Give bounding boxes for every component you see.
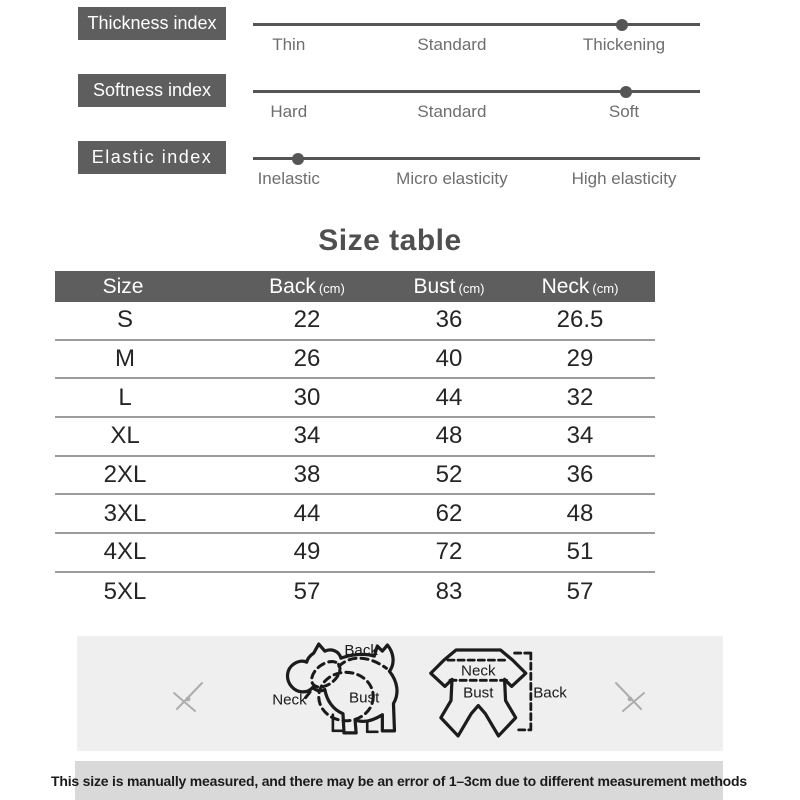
cell-size: 2XL — [103, 461, 147, 489]
table-row — [55, 379, 655, 418]
cell-back: 30 — [293, 383, 321, 411]
dog-back-label: Back — [344, 642, 378, 660]
cell-back: 38 — [293, 461, 321, 489]
header-label: Neck — [541, 274, 590, 298]
cell-size: 5XL — [103, 578, 147, 606]
cell-size: L — [118, 383, 132, 411]
tick-label: Standard — [417, 35, 487, 54]
measurement-illustration-box — [77, 636, 723, 751]
garment-measurement-diagram — [425, 647, 573, 743]
cell-back: 26 — [293, 345, 321, 373]
size-table-title: Size table — [318, 224, 462, 257]
cell-neck: 57 — [566, 578, 594, 606]
cell-neck: 26.5 — [556, 306, 604, 334]
softness-index-track — [253, 90, 700, 93]
elastic-index-row — [0, 141, 800, 203]
dog-back-dash — [339, 658, 386, 668]
tick-label: Inelastic — [257, 169, 320, 188]
cell-neck: 51 — [566, 538, 594, 566]
cell-back: 57 — [293, 578, 321, 606]
cell-bust: 44 — [435, 383, 463, 411]
size-table-header-row — [55, 271, 655, 302]
elastic-index-track — [253, 157, 700, 160]
tick-label: High elasticity — [571, 169, 677, 188]
softness-index-label: Softness index — [78, 74, 226, 107]
cell-neck: 36 — [566, 461, 594, 489]
thickness-index-label: Thickness index — [78, 7, 226, 40]
tick-label: Soft — [608, 102, 640, 121]
header-unit: (cm) — [592, 280, 619, 296]
cell-bust: 62 — [435, 499, 463, 527]
garment-neck-label: Neck — [461, 662, 496, 680]
elastic-index-ticks — [253, 167, 700, 191]
dog-neck-label: Neck — [272, 691, 307, 709]
cell-size: 4XL — [103, 538, 147, 566]
tick-label: Hard — [270, 102, 308, 121]
cell-back: 22 — [293, 306, 321, 334]
carousel-prev-icon[interactable] — [170, 678, 208, 716]
garment-back-label: Back — [533, 684, 567, 702]
table-row — [55, 341, 655, 380]
cell-neck: 34 — [566, 422, 594, 450]
header-cell-neck — [505, 275, 655, 299]
header-label: Size — [102, 274, 144, 298]
header-label: Back — [269, 274, 316, 298]
header-cell-bust — [379, 275, 505, 299]
cell-size: S — [116, 306, 133, 334]
table-row — [55, 418, 655, 457]
header-label: Bust — [413, 274, 456, 298]
cell-bust: 72 — [435, 538, 463, 566]
dog-bust-label: Bust — [349, 689, 380, 707]
table-row — [55, 457, 655, 496]
header-cell-size — [55, 275, 211, 299]
thickness-index-ticks — [253, 33, 700, 57]
cell-bust: 48 — [435, 422, 463, 450]
size-table — [55, 271, 655, 612]
tick-label: Thin — [272, 35, 306, 54]
cell-bust: 83 — [435, 578, 463, 606]
header-unit: (cm) — [318, 280, 345, 296]
softness-index-row — [0, 74, 800, 136]
tick-label: Micro elasticity — [396, 169, 508, 188]
cell-size: XL — [110, 422, 140, 450]
cell-bust: 52 — [435, 461, 463, 489]
footer-strip — [51, 761, 747, 800]
thickness-index-track — [253, 23, 700, 26]
cell-size: M — [115, 345, 135, 373]
tick-label: Standard — [417, 102, 487, 121]
softness-index-ticks — [253, 100, 700, 124]
cell-neck: 48 — [566, 499, 594, 527]
footer-note: This size is manually measured, and there may be an error of 1–3cm due to different measurement methods — [51, 772, 747, 789]
elastic-index-label: Elastic index — [78, 141, 226, 174]
carousel-next-icon[interactable] — [610, 678, 648, 716]
cell-neck: 29 — [566, 345, 594, 373]
cell-bust: 36 — [435, 306, 463, 334]
cell-back: 34 — [293, 422, 321, 450]
cell-back: 49 — [293, 538, 321, 566]
table-row — [55, 495, 655, 534]
cell-back: 44 — [293, 499, 321, 527]
cell-bust: 40 — [435, 345, 463, 373]
table-row — [55, 573, 655, 612]
softness-index-dot — [620, 86, 632, 98]
thickness-index-dot — [616, 19, 628, 31]
thickness-index-row — [0, 7, 800, 69]
elastic-index-dot — [292, 153, 304, 165]
header-cell-back — [211, 275, 379, 299]
table-row — [55, 534, 655, 573]
cell-size: 3XL — [103, 499, 147, 527]
cell-neck: 32 — [566, 383, 594, 411]
header-unit: (cm) — [458, 280, 485, 296]
dog-measurement-diagram — [269, 641, 421, 745]
garment-bust-label: Bust — [463, 684, 494, 702]
tick-label: Thickening — [582, 35, 666, 54]
table-row — [55, 302, 655, 341]
